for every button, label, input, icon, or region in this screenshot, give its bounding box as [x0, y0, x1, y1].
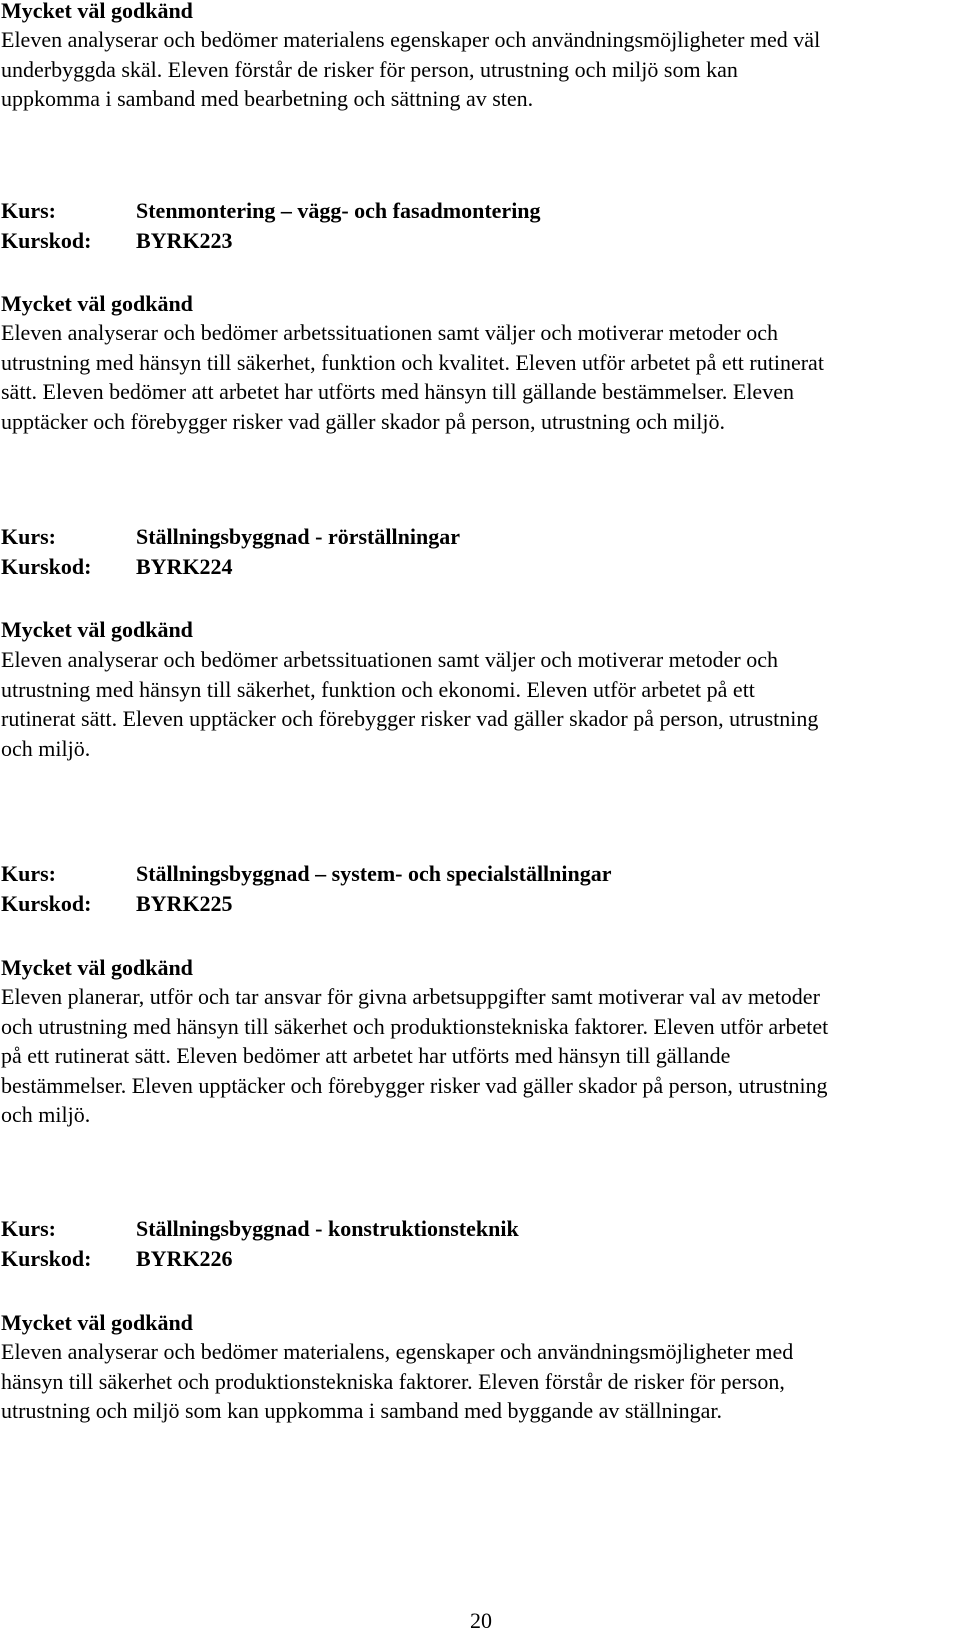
text-line: Eleven analyserar och bedömer materialens, egenskaper och användningsmöjligheter med — [1, 1339, 794, 1364]
text-line: utrustning med hänsyn till säkerhet, funktion och ekonomi. Eleven utför arbetet på ett — [1, 676, 755, 702]
grade-description — [1, 645, 936, 763]
text-line: på ett rutinerat sätt. Eleven bedömer att arbetet har utförts med hänsyn till gällande — [1, 1043, 731, 1069]
course-name: Ställningsbyggnad - rörställningar — [136, 524, 460, 549]
course-name: Ställningsbyggnad - konstruktionsteknik — [136, 1216, 519, 1241]
text-line: bestämmelser. Eleven upptäcker och förebygger risker vad gäller skador på person, utrustning — [1, 1072, 828, 1098]
course-label: Kurs: — [1, 524, 56, 549]
text-line: upptäcker och förebygger risker vad gäller skador på person, utrustning och miljö. — [1, 408, 725, 434]
course-label: Kurs: — [1, 198, 56, 223]
course-code: BYRK226 — [136, 1246, 233, 1271]
course-header — [1, 859, 612, 919]
course-code-label: Kurskod: — [1, 1246, 92, 1271]
course-name: Stenmontering – vägg- och fasadmontering — [136, 198, 541, 223]
course-label: Kurs: — [1, 1216, 56, 1241]
grade-heading: Mycket väl godkänd — [1, 617, 193, 642]
text-line: hänsyn till säkerhet och produktionstekniska faktorer. Eleven förstår de risker för person, — [1, 1368, 785, 1394]
text-line: Eleven analyserar och bedömer arbetssituationen samt väljer och motiverar metoder och — [1, 647, 779, 672]
text-line: sätt. Eleven bedömer att arbetet har utförts med hänsyn till gällande bestämmelser. Eleven — [1, 379, 794, 405]
grade-description — [1, 318, 936, 436]
text-line: Eleven analyserar och bedömer materialens egenskaper och användningsmöjligheter med väl — [1, 27, 821, 52]
text-line: och miljö. — [1, 735, 91, 761]
grade-description — [1, 1337, 936, 1426]
course-label: Kurs: — [1, 861, 56, 886]
text-line: underbyggda skäl. Eleven förstår de risker för person, utrustning och miljö som kan — [1, 56, 738, 82]
grade-description — [1, 982, 936, 1130]
grade-description — [1, 25, 936, 114]
text-line: uppkomma i samband med bearbetning och sättning av sten. — [1, 86, 534, 112]
grade-heading: Mycket väl godkänd — [1, 1310, 193, 1335]
course-code-label: Kurskod: — [1, 554, 92, 579]
course-code: BYRK224 — [136, 554, 233, 579]
text-line: utrustning med hänsyn till säkerhet, funktion och kvalitet. Eleven utför arbetet på ett rutinerat — [1, 349, 824, 375]
text-line: utrustning och miljö som kan uppkomma i samband med byggande av ställningar. — [1, 1398, 723, 1424]
page-number: 20 — [470, 1608, 492, 1633]
text-line: rutinerat sätt. Eleven upptäcker och förebygger risker vad gäller skador på person, utrustning — [1, 706, 819, 732]
text-line: Eleven planerar, utför och tar ansvar för givna arbetsuppgifter samt motiverar val av metoder — [1, 984, 820, 1009]
text-line: Eleven analyserar och bedömer arbetssituationen samt väljer och motiverar metoder och — [1, 320, 779, 345]
text-line: och miljö. — [1, 1102, 91, 1128]
grade-heading: Mycket väl godkänd — [1, 0, 193, 23]
course-header — [1, 196, 541, 256]
course-code: BYRK223 — [136, 228, 233, 253]
course-header — [1, 1214, 519, 1274]
grade-heading: Mycket väl godkänd — [1, 955, 193, 980]
course-code: BYRK225 — [136, 891, 233, 916]
course-name: Ställningsbyggnad – system- och specialställningar — [136, 861, 612, 886]
text-line: och utrustning med hänsyn till säkerhet och produktionstekniska faktorer. Eleven utför arbetet — [1, 1013, 829, 1039]
course-code-label: Kurskod: — [1, 228, 92, 253]
grade-heading: Mycket väl godkänd — [1, 291, 193, 316]
course-header — [1, 522, 460, 582]
course-code-label: Kurskod: — [1, 891, 92, 916]
